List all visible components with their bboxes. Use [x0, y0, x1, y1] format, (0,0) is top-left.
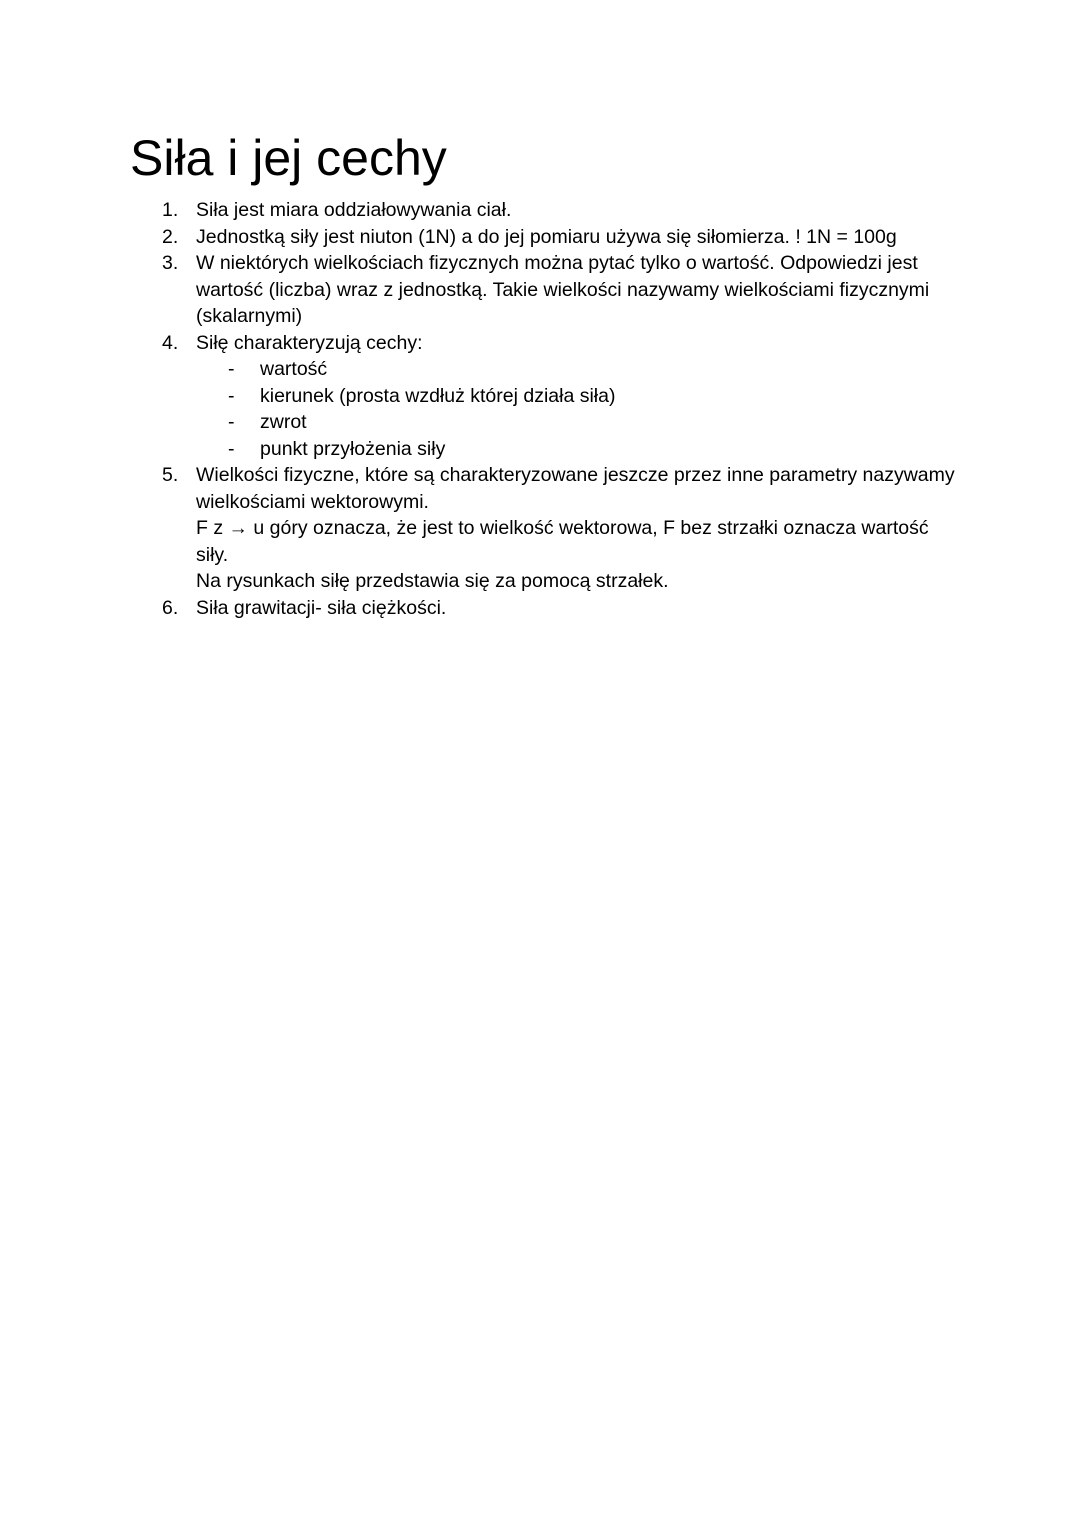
list-number: 4.	[162, 331, 179, 354]
list-number: 2.	[162, 225, 179, 248]
bullet-text: kierunek (prosta wzdłuż której działa siła)	[260, 384, 616, 407]
bullet-text: zwrot	[260, 411, 307, 433]
bullet-dash: -	[228, 411, 235, 433]
list-item-text: Siła grawitacji- siła ciężkości.	[196, 596, 447, 619]
bullet-dash: -	[228, 437, 235, 460]
list-item-text: Wielkości fizyczne, które są charakteryzowane jeszcze przez inne parametry nazywamy wielkościami wektorowymi.	[196, 464, 955, 513]
list-item	[0, 595, 1080, 622]
list-item	[0, 224, 1080, 251]
bullet-item	[196, 409, 960, 436]
bullet-item	[196, 383, 960, 410]
bullet-dash: -	[228, 358, 235, 380]
bullet-dash: -	[228, 384, 235, 407]
list-number: 1.	[162, 199, 179, 221]
numbered-list	[0, 197, 1080, 621]
list-item-text: Jednostką siły jest niuton (1N) a do jej pomiaru używa się siłomierza. ! 1N = 100g	[196, 225, 897, 248]
bullet-item	[196, 356, 960, 383]
list-item-text: Siłę charakteryzują cechy:	[196, 331, 423, 354]
bullet-list	[196, 356, 960, 462]
page-title: Siła i jej cechy	[130, 130, 447, 186]
list-item	[0, 197, 1080, 224]
vector-note: F z → u góry oznacza, że jest to wielkość wektorowa, F bez strzałki oznacza wartość siły.	[196, 517, 929, 566]
bullet-item	[196, 436, 960, 463]
list-item	[0, 462, 1080, 595]
list-item	[0, 330, 1080, 463]
list-item-text: Siła jest miara oddziałowywania ciał.	[196, 199, 512, 221]
list-number: 5.	[162, 464, 179, 486]
list-number: 3.	[162, 252, 179, 274]
bullet-text: wartość	[260, 358, 328, 380]
arrow-note: Na rysunkach siłę przedstawia się za pomocą strzałek.	[196, 570, 669, 592]
list-item-text: W niektórych wielkościach fizycznych można pytać tylko o wartość. Odpowiedzi jest wartość (liczba) wraz z jednostką. Takie wielkości nazywamy wielkościami fizycznymi (skalarnymi)	[196, 252, 930, 327]
list-item	[0, 250, 1080, 330]
list-number: 6.	[162, 596, 179, 619]
bullet-text: punkt przyłożenia siły	[260, 437, 446, 460]
